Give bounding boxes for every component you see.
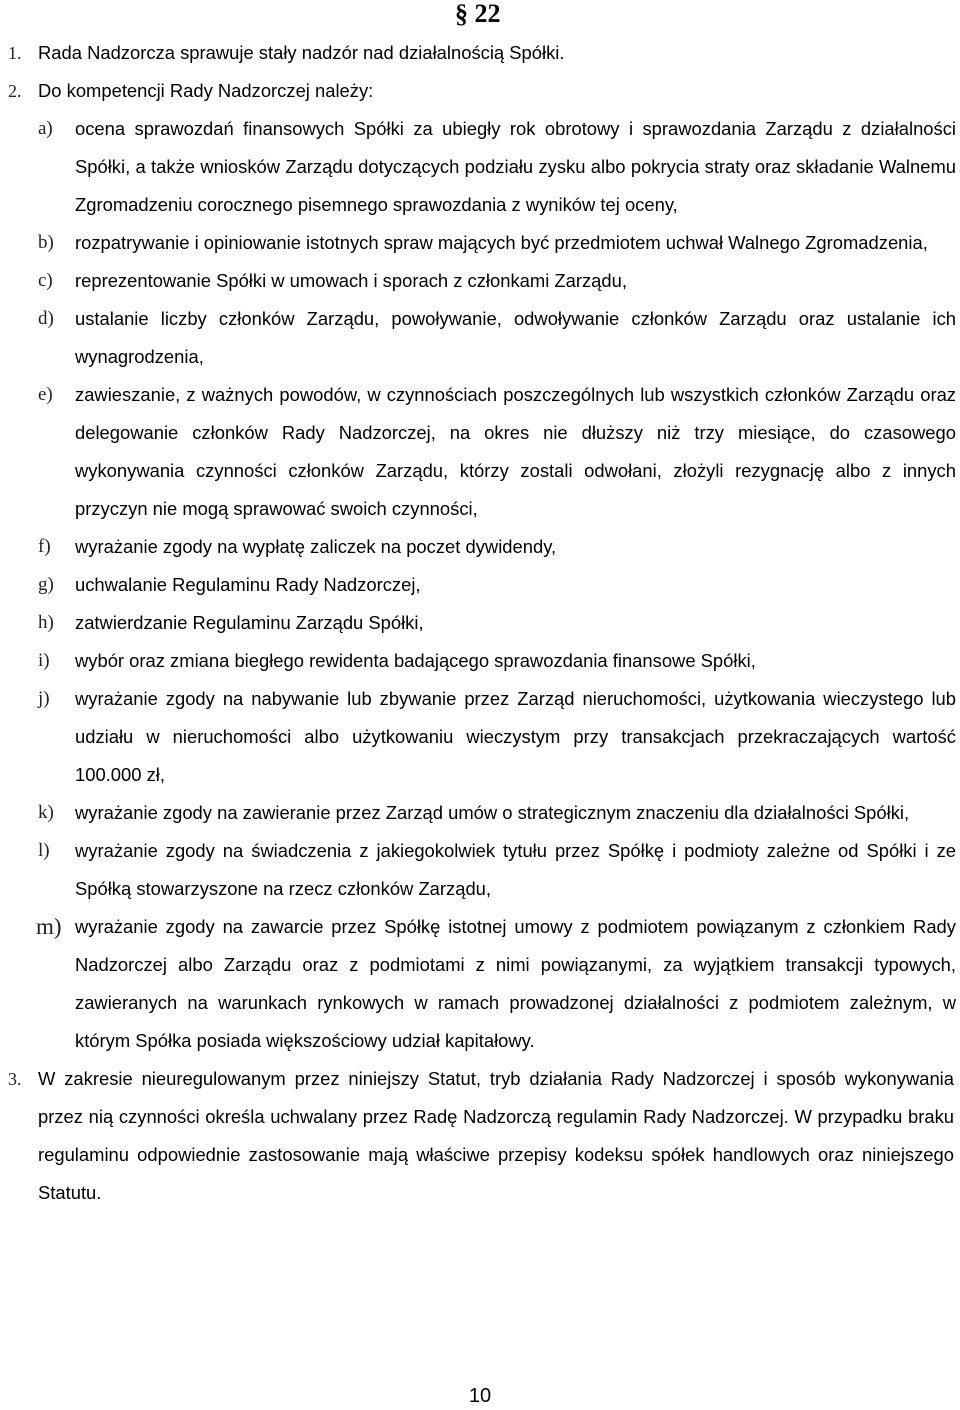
list-item-text: wyrażanie zgody na wypłatę zaliczek na poczet dywidendy, [75,536,557,557]
list-item-text: zatwierdzanie Regulaminu Zarządu Spółki, [75,612,424,633]
document-body [0,34,960,1212]
list-item-m [0,908,960,1060]
list-marker: m) [36,914,62,939]
list-item-text: wyrażanie zgody na świadczenia z jakiegokolwiek tytułu przez Spółkę i podmioty zależne od Spółki i ze Spółką stowarzyszone na rzecz członków Zarządu, [75,840,956,899]
list-marker: b) [38,232,54,253]
paragraph-text: Rada Nadzorcza sprawuje stały nadzór nad działalnością Spółki. [38,42,565,63]
list-marker: c) [38,270,53,291]
list-item-f [0,528,960,566]
list-marker: a) [38,118,53,139]
list-marker: 1. [8,43,22,63]
list-item-e [0,376,960,528]
list-item-text: wybór oraz zmiana biegłego rewidenta badającego sprawozdania finansowe Spółki, [75,650,756,671]
list-marker: g) [38,574,54,595]
list-item-text: wyrażanie zgody na nabywanie lub zbywanie przez Zarząd nieruchomości, użytkowania wieczystego lub udziału w nieruchomości albo użytkowaniu wieczystym przy transakcjach przekraczających wartość 100.000 zł, [75,688,956,785]
paragraph-text: W zakresie nieuregulowanym przez niniejszy Statut, tryb działania Rady Nadzorczej i sposób wykonywania przez nią czynności określa uchwalany przez Radę Nadzorczą regulamin Rady Nadzorczej. W przypadku braku regulaminu odpowiednie zastosowanie mają właściwe przepisy kodeksu spółek handlowych oraz niniejszego Statutu. [38,1068,954,1203]
list-item-k [0,794,960,832]
list-item-i [0,642,960,680]
list-item-text: wyrażanie zgody na zawieranie przez Zarząd umów o strategicznym znaczeniu dla działalności Spółki, [75,802,910,823]
list-item-b [0,224,960,262]
paragraph-1 [0,34,960,72]
list-item-a [0,110,960,224]
list-item-text: rozpatrywanie i opiniowanie istotnych spraw mających być przedmiotem uchwał Walnego Zgromadzenia, [75,232,928,253]
list-marker: i) [38,650,50,671]
list-item-text: ustalanie liczby członków Zarządu, powoływanie, odwoływanie członków Zarządu oraz ustalanie ich wynagrodzenia, [75,308,956,367]
paragraph-3 [0,1060,960,1212]
list-marker: 2. [8,81,22,101]
list-item-text: reprezentowanie Spółki w umowach i sporach z członkami Zarządu, [75,270,627,291]
section-heading: § 22 [455,0,501,28]
list-item-text: zawieszanie, z ważnych powodów, w czynnościach poszczególnych lub wszystkich członków Zarządu oraz delegowanie członków Rady Nadzorczej, na okres nie dłuższy niż trzy miesiące, do czasowego wykonywania czynności członków Zarządu, którzy zostali odwołani, złożyli rezygnację albo z innych przyczyn nie mogą sprawować swoich czynności, [75,384,956,519]
list-marker: e) [38,384,53,405]
list-marker: j) [38,688,50,709]
list-item-text: ocena sprawozdań finansowych Spółki za ubiegły rok obrotowy i sprawozdania Zarządu z działalności Spółki, a także wniosków Zarządu dotyczących podziału zysku albo pokrycia straty oraz składanie Walnemu Zgromadzeniu corocznego pisemnego sprawozdania z wyników tej oceny, [75,118,956,215]
list-marker: k) [38,802,54,823]
list-marker: h) [38,612,54,633]
paragraph-text: Do kompetencji Rady Nadzorczej należy: [38,80,374,101]
list-item-h [0,604,960,642]
list-item-g [0,566,960,604]
list-item-text: wyrażanie zgody na zawarcie przez Spółkę istotnej umowy z podmiotem powiązanym z członkiem Rady Nadzorczej albo Zarządu oraz z podmiotami z nimi powiązanymi, za wyjątkiem transakcji typowych, zawieranych na warunkach rynkowych w ramach prowadzonej działalności z podmiotem zależnym, w którym Spółka posiada większościowy udział kapitałowy. [75,916,956,1051]
list-marker: 3. [8,1069,22,1089]
page-number: 10 [468,1385,492,1407]
paragraph-2 [0,72,960,110]
list-item-j [0,680,960,794]
list-item-c [0,262,960,300]
list-item-text: uchwalanie Regulaminu Rady Nadzorczej, [75,574,421,595]
list-marker: d) [38,308,54,329]
list-item-d [0,300,960,376]
list-marker: f) [38,536,51,557]
list-item-l [0,832,960,908]
list-marker: l) [38,840,50,861]
